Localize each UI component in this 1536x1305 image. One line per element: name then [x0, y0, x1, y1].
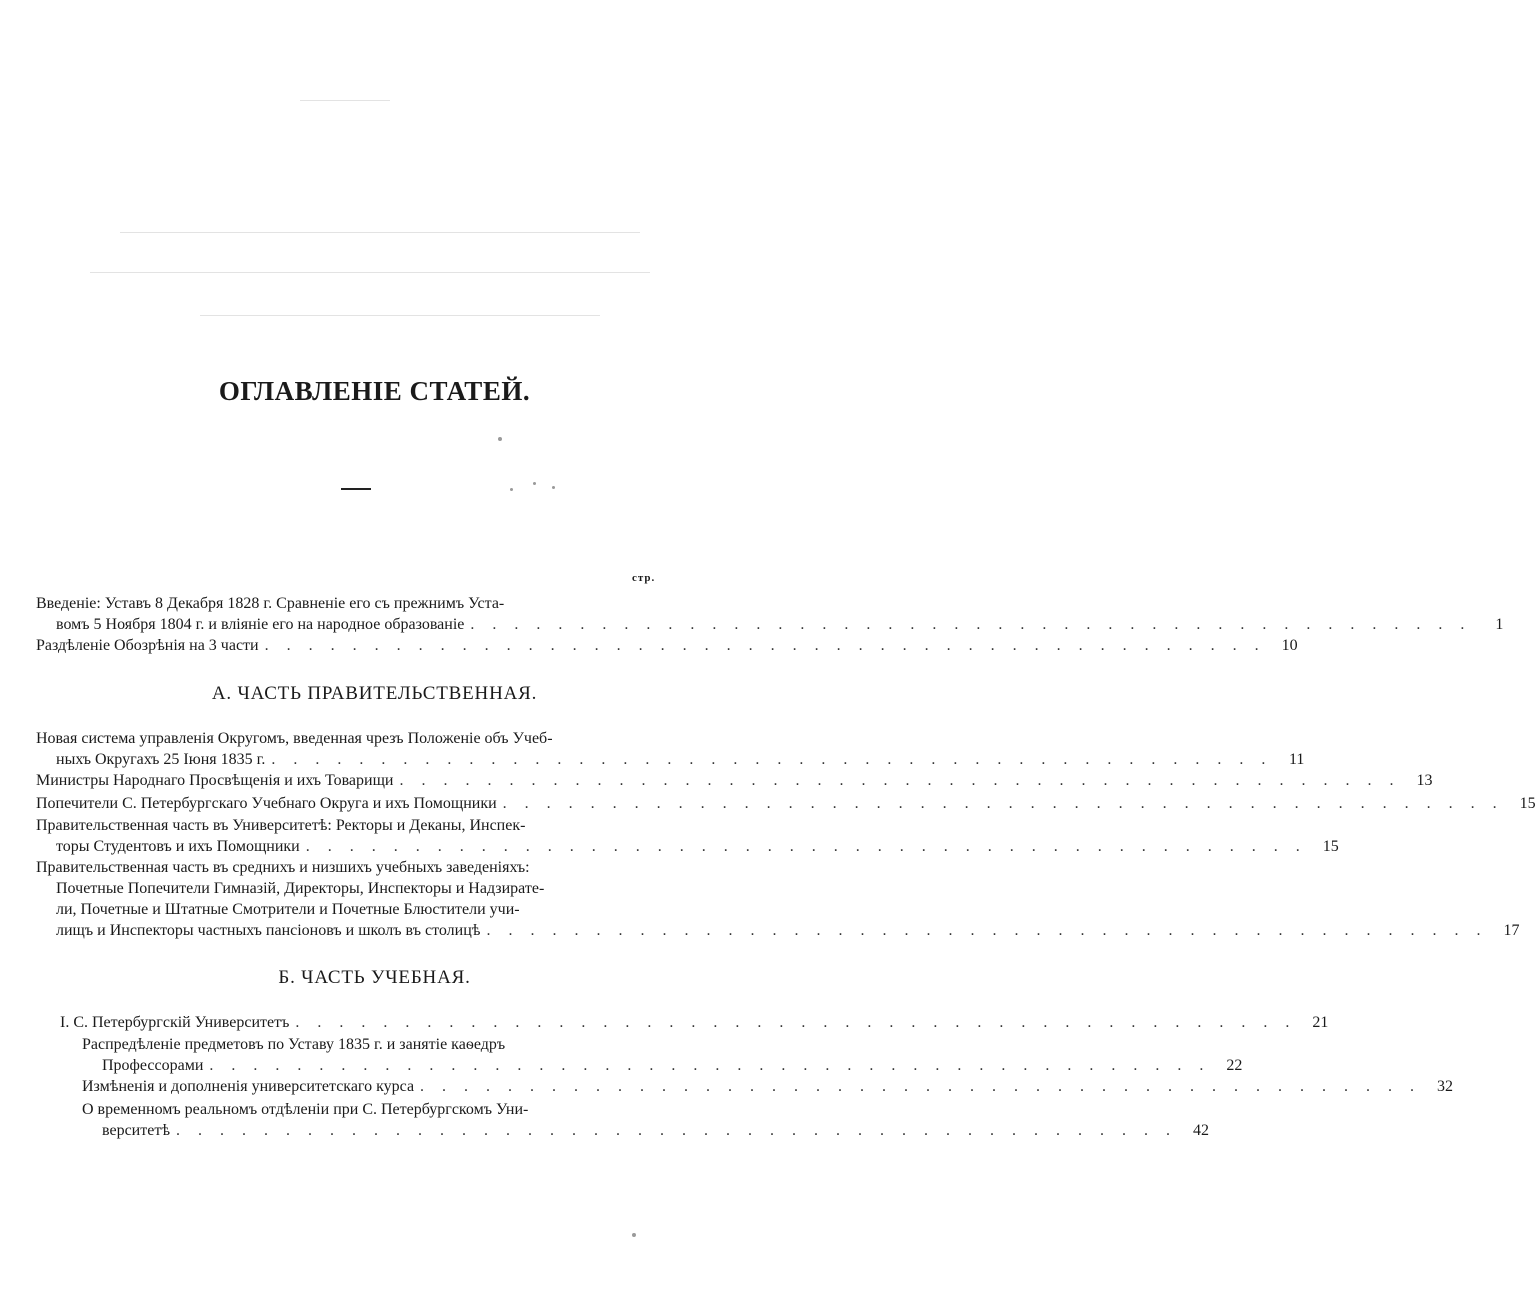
entry-text: Раздѣленіе Обозрѣнія на 3 части	[36, 637, 259, 654]
entry-last-line	[36, 836, 1339, 857]
entry-line: Новая система управленія Округомъ, введенная чрезъ Положеніе объ Учеб-	[36, 730, 553, 747]
page-number: 21	[1312, 1014, 1329, 1031]
speck	[533, 482, 536, 485]
entry-line: Распредѣленіе предметовъ по Уставу 1835 г. и занятіе каѳедръ	[82, 1036, 506, 1053]
entry-text: І. С. Петербургскій Университетъ	[60, 1014, 290, 1031]
entry-text: Попечители С. Петербургскаго Учебнаго Округа и ихъ Помощники	[36, 795, 497, 812]
page-number: 15	[1322, 838, 1339, 855]
entry-text: ныхъ Округахъ 25 Іюня 1835 г.	[56, 751, 266, 768]
toc-entry[interactable]	[36, 770, 1433, 791]
entry-last-line	[82, 1055, 1243, 1076]
entry-last-line	[36, 614, 1504, 635]
page-number: 32	[1437, 1078, 1454, 1095]
leader-dots: . . . . . . . . . . . . . . . . . . . . . . . . . . . . . . . . . . . . . . . . . . . . . .	[264, 637, 1266, 654]
entry-text: торы Студентовъ и ихъ Помощники	[56, 838, 300, 855]
page-number: 10	[1281, 637, 1298, 654]
entry-line: Почетные Попечители Гимназій, Директоры, Инспекторы и Надзирате-	[56, 880, 545, 897]
toc-entry[interactable]	[60, 1012, 1329, 1033]
entry-last-line	[36, 749, 1305, 770]
page-title: ОГЛАВЛЕНІЕ СТАТЕЙ.	[218, 376, 531, 406]
entry-last-line	[36, 635, 1298, 656]
speck	[552, 486, 555, 489]
entry-line: Правительственная часть въ среднихъ и низшихъ учебныхъ заведеніяхъ:	[36, 859, 530, 876]
entry-last-line	[36, 770, 1433, 791]
entry-text: лищъ и Инспекторы частныхъ пансіоновъ и школъ въ столицѣ	[56, 922, 481, 939]
leader-dots: . . . . . . . . . . . . . . . . . . . . . . . . . . . . . . . . . . . . . . . . . . . . . .	[470, 616, 1472, 633]
speck	[632, 1233, 636, 1237]
page-number: 17	[1503, 922, 1520, 939]
bleed-through-mark	[300, 100, 390, 101]
leader-dots: . . . . . . . . . . . . . . . . . . . . . . . . . . . . . . . . . . . . . . . . . . . . . .	[399, 772, 1401, 789]
leader-dots: . . . . . . . . . . . . . . . . . . . . . . . . . . . . . . . . . . . . . . . . . . . . . .	[209, 1057, 1211, 1074]
page-number: 11	[1288, 751, 1305, 768]
entry-text: Профессорами	[102, 1057, 204, 1074]
speck	[498, 437, 502, 441]
page-number: 15	[1519, 795, 1536, 812]
entry-text: верситетѣ	[102, 1122, 170, 1139]
leader-dots: . . . . . . . . . . . . . . . . . . . . . . . . . . . . . . . . . . . . . . . . . . . . . .	[271, 751, 1273, 768]
toc-entry[interactable]	[36, 857, 1520, 941]
leader-dots: . . . . . . . . . . . . . . . . . . . . . . . . . . . . . . . . . . . . . . . . . . . . . .	[420, 1078, 1422, 1095]
speck	[510, 488, 513, 491]
toc-entry[interactable]	[36, 815, 1339, 857]
bleed-through-mark	[90, 272, 650, 273]
toc-entry[interactable]	[36, 793, 1536, 814]
section-a-heading: А. ЧАСТЬ ПРАВИТЕЛЬСТВЕННАЯ.	[211, 683, 538, 704]
bleed-through-mark	[200, 315, 600, 316]
entry-last-line	[36, 793, 1536, 814]
page-number: 13	[1416, 772, 1433, 789]
entry-text: Измѣненія и дополненія университетскаго курса	[82, 1078, 415, 1095]
page-column-label: стр.	[632, 572, 656, 584]
bleed-through-mark	[120, 232, 640, 233]
leader-dots: . . . . . . . . . . . . . . . . . . . . . . . . . . . . . . . . . . . . . . . . . . . . . .	[176, 1122, 1177, 1139]
toc-entry-division[interactable]	[36, 635, 1298, 656]
entry-last-line	[82, 1120, 1209, 1141]
toc-entry-intro[interactable]	[36, 593, 1504, 635]
page-number: 1	[1495, 616, 1504, 633]
leader-dots: . . . . . . . . . . . . . . . . . . . . . . . . . . . . . . . . . . . . . . . . . . . . . .	[486, 922, 1488, 939]
toc-entry[interactable]	[82, 1099, 1209, 1141]
leader-dots: . . . . . . . . . . . . . . . . . . . . . . . . . . . . . . . . . . . . . . . . . . . . . .	[295, 1014, 1297, 1031]
page-number: 22	[1226, 1057, 1243, 1074]
title-rule	[341, 488, 371, 490]
entry-line: Введеніе: Уставъ 8 Декабря 1828 г. Сравненіе его съ прежнимъ Уста-	[36, 595, 505, 612]
entry-last-line	[36, 920, 1520, 941]
leader-dots: . . . . . . . . . . . . . . . . . . . . . . . . . . . . . . . . . . . . . . . . . . . . . .	[502, 795, 1504, 812]
toc-entry[interactable]	[36, 728, 1305, 770]
page-number: 42	[1193, 1122, 1209, 1139]
entry-line: О временномъ реальномъ отдѣленіи при С. Петербургскомъ Уни-	[82, 1101, 529, 1118]
entry-text: Министры Народнаго Просвѣщенія и ихъ Товарищи	[36, 772, 394, 789]
entry-line: Правительственная часть въ Университетѣ: Ректоры и Деканы, Инспек-	[36, 817, 526, 834]
leader-dots: . . . . . . . . . . . . . . . . . . . . . . . . . . . . . . . . . . . . . . . . . . . . . .	[305, 838, 1307, 855]
section-b-heading: Б. ЧАСТЬ УЧЕБНАЯ.	[278, 967, 471, 988]
entry-text: вомъ 5 Ноября 1804 г. и вліяніе его на народное образованіе	[56, 616, 465, 633]
toc-entry[interactable]	[82, 1034, 1243, 1076]
entry-last-line	[82, 1076, 1454, 1097]
entry-last-line	[60, 1012, 1329, 1033]
toc-entry[interactable]	[82, 1076, 1454, 1097]
entry-line: ли, Почетные и Штатные Смотрители и Почетные Блюстители учи-	[56, 901, 520, 918]
